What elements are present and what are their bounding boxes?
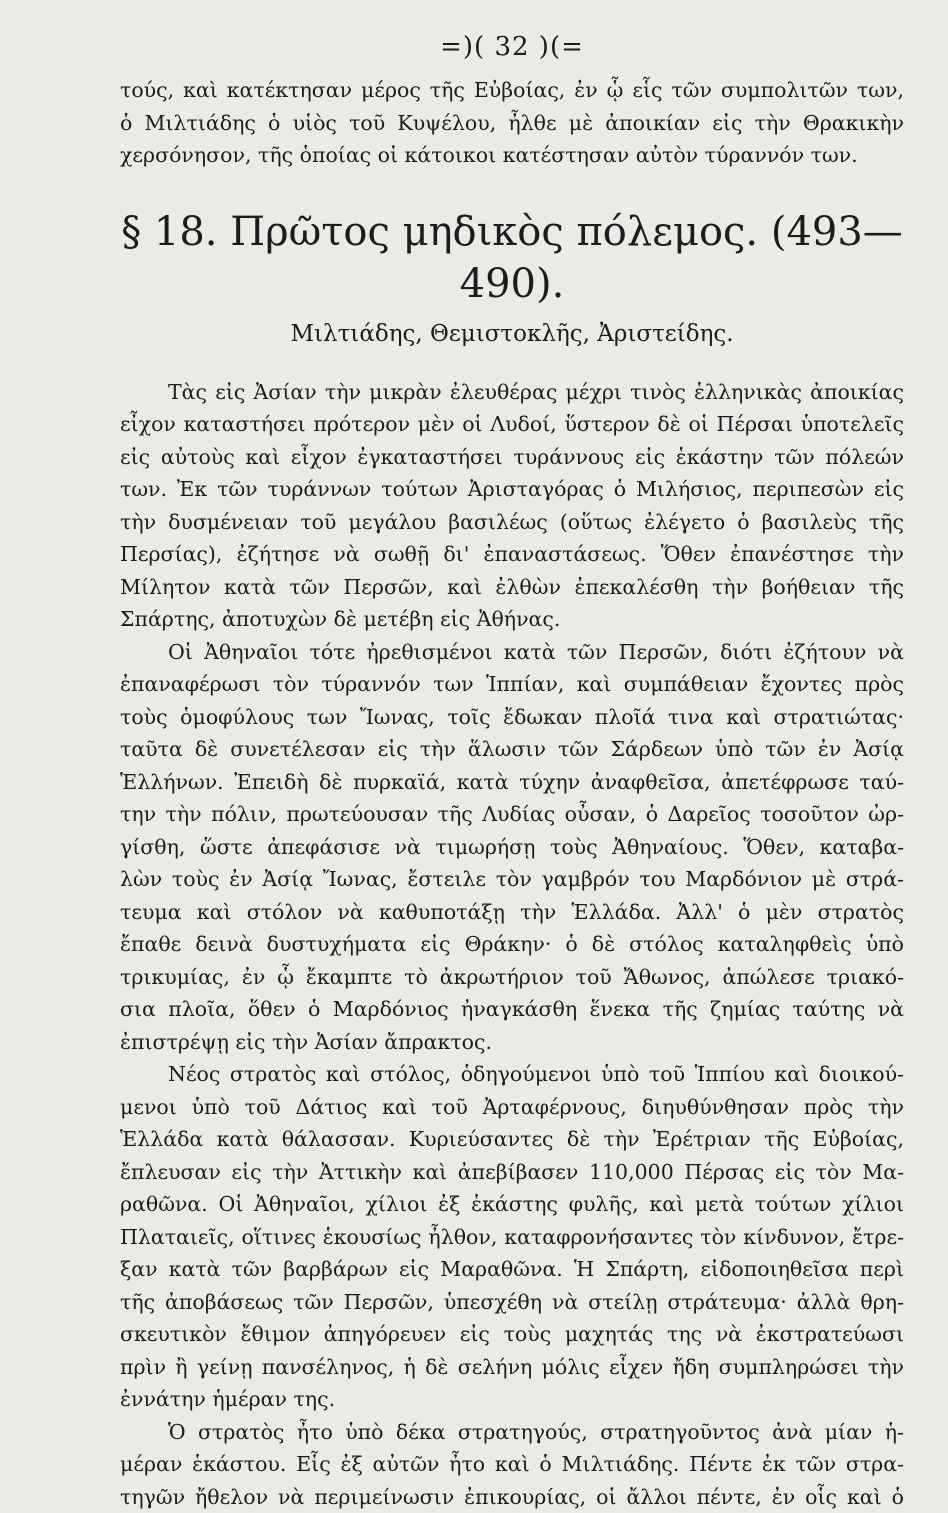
text-line: των. Ἐκ τῶν τυράννων τούτων Ἀρισταγόρας ὁ Μιλήσιος, περιπεσὼν εἰς [120, 473, 904, 506]
section-title: § 18. Πρῶτος μηδικὸς πόλεμος. (493—490). [120, 206, 904, 310]
text-line: ἐπαναφέρωσι τὸν τύραννόν των Ἱππίαν, καὶ συμπάθειαν ἔχοντες πρὸς [120, 668, 904, 701]
paragraph-4 [120, 1416, 904, 1513]
text-line: τοὺς ὁμοφύλους των Ἴωνας, τοῖς ἔδωκαν πλοῖά τινα καὶ στρατιώτας· [120, 701, 904, 734]
text-line: ἔπλευσαν εἰς τὴν Ἀττικὴν καὶ ἀπεβίβασεν 110,000 Πέρσας εἰς τὸν Μα- [120, 1156, 904, 1189]
text-line: ἔπαθε δεινὰ δυστυχήματα εἰς Θράκην· ὁ δὲ στόλος καταληφθεὶς ὑπὸ [120, 928, 904, 961]
text-line: Σπάρτης, ἀποτυχὼν δὲ μετέβη εἰς Ἀθήνας. [120, 603, 904, 636]
text-line: τευμα καὶ στόλον νὰ καθυποτάξῃ τὴν Ἑλλάδα. Ἀλλ' ὁ μὲν στρατὸς [120, 896, 904, 929]
text-line: τηγῶν ἤθελον νὰ περιμείνωσιν ἐπικουρίας, οἱ ἄλλοι πέντε, ἐν οἷς καὶ ὁ [120, 1481, 904, 1513]
text-line: Περσίας), ἐζήτησε νὰ σωθῇ δι' ἐπαναστάσεως. Ὅθεν ἐπανέστησε τὴν [120, 538, 904, 571]
text-line: τούς, καὶ κατέκτησαν μέρος τῆς Εὐβοίας, ἐν ᾧ εἷς τῶν συμπολιτῶν των, [120, 74, 904, 107]
text-line: γίσθη, ὥστε ἀπεφάσισε νὰ τιμωρήσῃ τοὺς Ἀθηναίους. Ὅθεν, καταβα- [120, 831, 904, 864]
section-subtitle: Μιλτιάδης, Θεμιστοκλῆς, Ἀριστείδης. [120, 316, 904, 352]
text-line: τὴν δυσμένειαν τοῦ μεγάλου βασιλέως (οὕτως ἐλέγετο ὁ βασιλεὺς τῆς [120, 506, 904, 539]
text-line: χερσόνησον, τῆς ὁποίας οἱ κάτοικοι κατέστησαν αὐτὸν τύραννόν των. [120, 139, 904, 172]
text-line: Ἑλλάδα κατὰ θάλασσαν. Κυριεύσαντες δὲ τὴν Ἐρέτριαν τῆς Εὐβοίας, [120, 1123, 904, 1156]
paragraph-3 [120, 1058, 904, 1416]
text-line: ξαν κατὰ τῶν βαρβάρων εἰς Μαραθῶνα. Ἡ Σπάρτη, εἰδοποιηθεῖσα περὶ [120, 1253, 904, 1286]
intro-text [120, 74, 904, 172]
paragraph-2 [120, 636, 904, 1059]
text-line: τῆς ἀποβάσεως τῶν Περσῶν, ὑπεσχέθη νὰ στείλῃ στράτευμα· ἀλλὰ θρη- [120, 1286, 904, 1319]
text-line: τρικυμίας, ἐν ᾧ ἔκαμπτε τὸ ἀκρωτήριον τοῦ Ἄθωνος, ἀπώλεσε τριακό- [120, 961, 904, 994]
text-line: σκευτικὸν ἔθιμον ἀπηγόρευεν εἰς τοὺς μαχητάς της νὰ ἐκστρατεύωσι [120, 1318, 904, 1351]
text-line: ταῦτα δὲ συνετέλεσαν εἰς τὴν ἅλωσιν τῶν Σάρδεων ὑπὸ τῶν ἐν Ἀσίᾳ [120, 733, 904, 766]
text-line: Μίλητον κατὰ τῶν Περσῶν, καὶ ἐλθὼν ἐπεκαλέσθη τὴν βοήθειαν τῆς [120, 571, 904, 604]
text-line: Ὁ στρατὸς ἦτο ὑπὸ δέκα στρατηγούς, στρατηγοῦντος ἀνὰ μίαν ἡ- [120, 1416, 904, 1449]
text-line: ραθῶνα. Οἱ Ἀθηναῖοι, χίλιοι ἐξ ἑκάστης φυλῆς, καὶ μετὰ τούτων χίλιοι [120, 1188, 904, 1221]
paragraph-1 [120, 376, 904, 636]
text-line: πρὶν ἢ γείνῃ πανσέληνος, ἡ δὲ σελήνη μόλις εἶχεν ἤδη συμπληρώσει τὴν [120, 1351, 904, 1384]
text-line: Οἱ Ἀθηναῖοι τότε ἠρεθισμένοι κατὰ τῶν Περσῶν, διότι ἐζήτουν νὰ [120, 636, 904, 669]
text-line: Τὰς εἰς Ἀσίαν τὴν μικρὰν ἐλευθέρας μέχρι τινὸς ἑλληνικὰς ἀποικίας [120, 376, 904, 409]
text-line: ὁ Μιλτιάδης ὁ υἱὸς τοῦ Κυψέλου, ἦλθε μὲ ἀποικίαν εἰς τὴν Θρακικὴν [120, 107, 904, 140]
text-line: σια πλοῖα, ὅθεν ὁ Μαρδόνιος ἠναγκάσθη ἕνεκα τῆς ζημίας ταύτης νὰ [120, 993, 904, 1026]
text-line: την τὴν πόλιν, πρωτεύουσαν τῆς Λυδίας οὖσαν, ὁ Δαρεῖος τοσοῦτον ὠρ- [120, 798, 904, 831]
text-line: Ἑλλήνων. Ἐπειδὴ δὲ πυρκαϊά, κατὰ τύχην ἀναφθεῖσα, ἀπετέφρωσε ταύ- [120, 766, 904, 799]
text-line: λὼν τοὺς ἐν Ἀσίᾳ Ἴωνας, ἔστειλε τὸν γαμβρόν του Μαρδόνιον μὲ στρά- [120, 863, 904, 896]
text-line: Πλαταιεῖς, οἵτινες ἑκουσίως ἦλθον, καταφρονήσαντες τὸν κίνδυνον, ἔτρε- [120, 1221, 904, 1254]
page-header: =)( 32 )(= [120, 32, 904, 62]
text-line: μενοι ὑπὸ τοῦ Δάτιος καὶ τοῦ Ἀρταφέρνους, διηυθύνθησαν πρὸς τὴν [120, 1091, 904, 1124]
text-line: εἰς αὐτοὺς καὶ εἶχον ἐγκαταστήσει τυράννους εἰς ἑκάστην τῶν πόλεών [120, 441, 904, 474]
text-line: εἶχον καταστήσει πρότερον μὲν οἱ Λυδοί, ὕστερον δὲ οἱ Πέρσαι ὑποτελεῖς [120, 408, 904, 441]
text-line: Νέος στρατὸς καὶ στόλος, ὁδηγούμενοι ὑπὸ τοῦ Ἱππίου καὶ διοικού- [120, 1058, 904, 1091]
text-line: ἐπιστρέψῃ εἰς τὴν Ἀσίαν ἄπρακτος. [120, 1026, 904, 1059]
text-line: μέραν ἑκάστου. Εἷς ἐξ αὐτῶν ἦτο καὶ ὁ Μιλτιάδης. Πέντε ἐκ τῶν στρα- [120, 1448, 904, 1481]
text-line: ἐννάτην ἡμέραν της. [120, 1383, 904, 1416]
